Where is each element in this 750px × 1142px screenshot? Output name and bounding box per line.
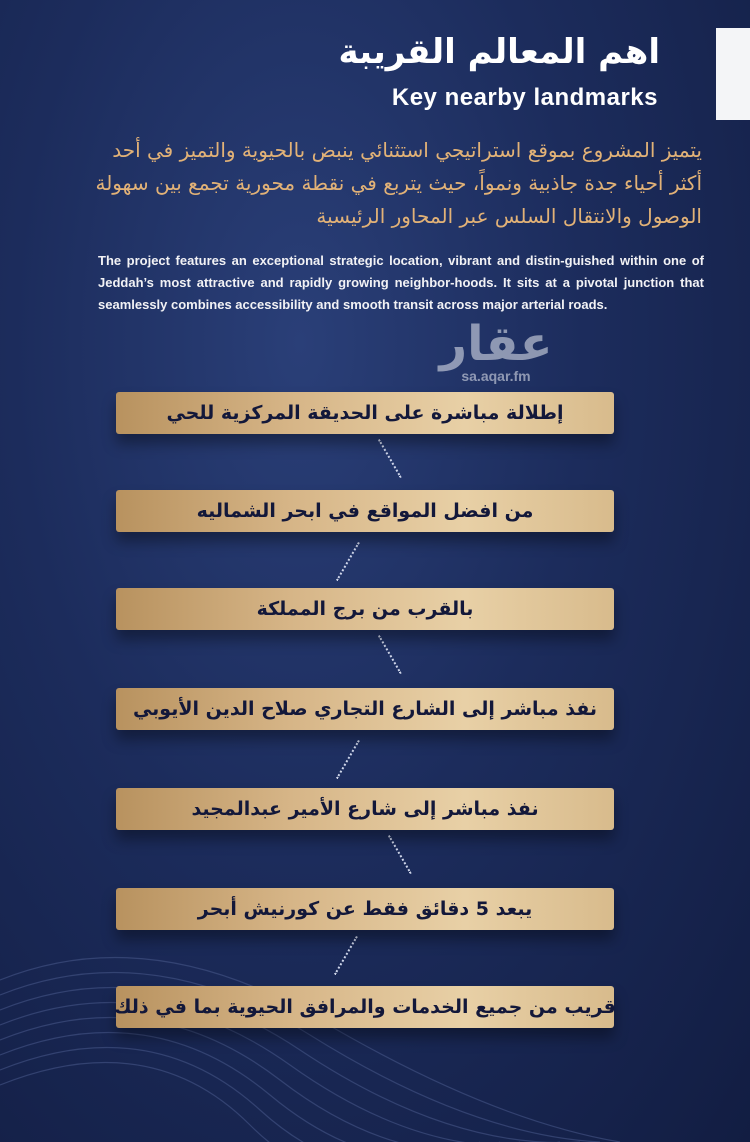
landmark-label: بالقرب من برج المملكة bbox=[256, 598, 474, 620]
connector-line bbox=[378, 439, 402, 478]
connector-line bbox=[336, 542, 360, 581]
watermark-logo: عقار bbox=[439, 316, 553, 372]
connector-line bbox=[388, 835, 412, 874]
intro-english: The project features an exceptional strategic location, vibrant and distin-guished within one of Jeddah’s most attractive and rapidly growing neighbor-hoods. It sits at a pivotal junction that seamlessly combines accessibility and smooth transit across major arterial roads. bbox=[98, 253, 704, 312]
landmark-item bbox=[116, 588, 614, 630]
landmark-item bbox=[116, 688, 614, 730]
landmark-item bbox=[116, 788, 614, 830]
title-english: Key nearby landmarks bbox=[391, 84, 658, 111]
title-arabic: اهم المعالم القريبة bbox=[338, 32, 660, 72]
landmark-label: يبعد 5 دقائق فقط عن كورنيش أبحر bbox=[197, 898, 533, 920]
connector-line bbox=[336, 740, 360, 779]
page-edge-tab bbox=[716, 28, 750, 120]
landmark-label: إطلالة مباشرة على الحديقة المركزية للحي bbox=[166, 402, 564, 424]
watermark-url: sa.aqar.fm bbox=[461, 368, 531, 384]
landmark-item bbox=[116, 888, 614, 930]
intro-arabic: يتميز المشروع بموقع استراتيجي استثنائي ينبض بالحيوية والتميز في أحد أكثر أحياء جدة جاذبية ونمواً، حيث يتربع في نقطة محورية تجمع بين سهولة الوصول والانتقال السلس عبر المحاور الرئيسية bbox=[95, 138, 702, 228]
landmark-label: قريب من جميع الخدمات والمرافق الحيوية بما في ذلك bbox=[114, 996, 616, 1018]
landmark-item bbox=[116, 490, 614, 532]
landmark-label: نفذ مباشر إلى شارع الأمير عبدالمجيد bbox=[191, 798, 539, 820]
connector-line bbox=[378, 635, 402, 674]
landmark-label: من افضل المواقع في ابحر الشماليه bbox=[196, 500, 534, 522]
landmark-item bbox=[116, 986, 614, 1028]
watermark bbox=[436, 318, 556, 384]
landmark-item bbox=[116, 392, 614, 434]
landmark-label: نفذ مباشر إلى الشارع التجاري صلاح الدين الأيوبي bbox=[132, 698, 598, 720]
